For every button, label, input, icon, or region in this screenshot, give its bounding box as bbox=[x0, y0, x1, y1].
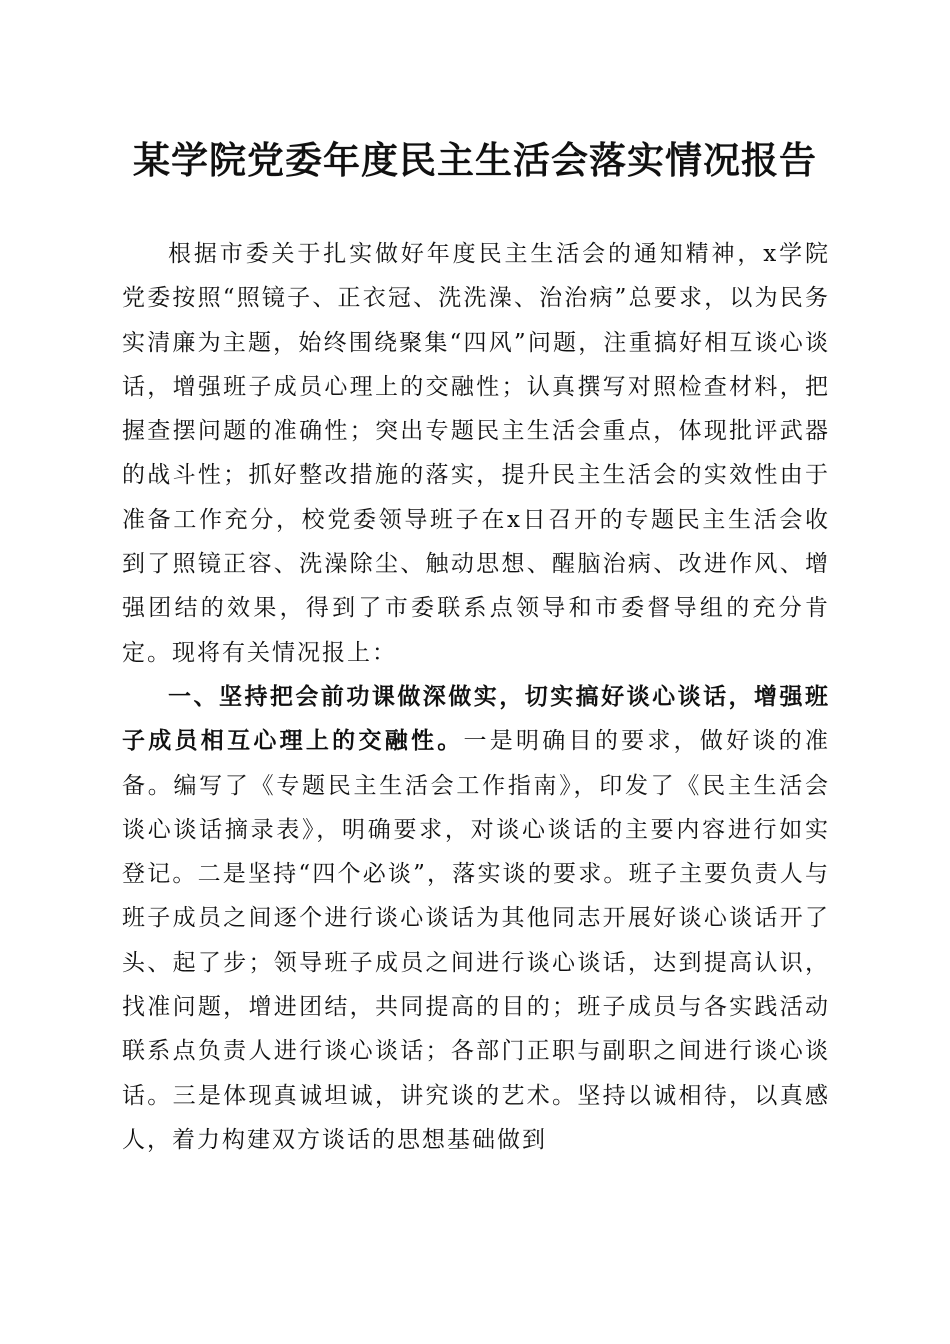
intro-paragraph: 根据市委关于扎实做好年度民主生活会的通知精神，x学院党委按照“照镜子、正衣冠、洗洗澡、治治病”总要求，以为民务实清廉为主题，始终围绕聚集“四风”问题，注重搞好相互谈心谈话，增强班子成员心理上的交融性；认真撰写对照检查材料，把握查摆问题的准确性；突出专题民主生活会重点，体现批评武器的战斗性；抓好整改措施的落实，提升民主生活会的实效性由于准备工作充分，校党委领导班子在x日召开的专题民主生活会收到了照镜正容、洗澡除尘、触动思想、醒脑治病、改进作风、增强团结的效果，得到了市委联系点领导和市委督导组的充分肯定。现将有关情况报上： bbox=[122, 241, 830, 666]
document-body bbox=[122, 232, 830, 1162]
section-1-paragraph bbox=[122, 675, 830, 1162]
section-1-body: 一是明确目的要求，做好谈的准备。编写了《专题民主生活会工作指南》，印发了《民主生活会谈心谈话摘录表》，明确要求，对谈心谈话的主要内容进行如实登记。二是坚持“四个必谈”，落实谈的要求。班子主要负责人与班子成员之间逐个进行谈心谈话为其他同志开展好谈心谈话开了头、起了步；领导班子成员之间进行谈心谈话，达到提高认识，找准问题，增进团结，共同提高的目的；班子成员与各实践活动联系点负责人进行谈心谈话；各部门正职与副职之间进行谈心谈话。三是体现真诚坦诚，讲究谈的艺术。坚持以诚相待，以真感人，着力构建双方谈话的思想基础做到 bbox=[122, 728, 831, 1153]
section-1-heading: 一、坚持把会前功课做深做实，切实搞好谈心谈话，增强班子成员相互心理上的交融性。 bbox=[122, 683, 830, 755]
document-title: 某学院党委年度民主生活会落实情况报告 bbox=[133, 138, 817, 182]
